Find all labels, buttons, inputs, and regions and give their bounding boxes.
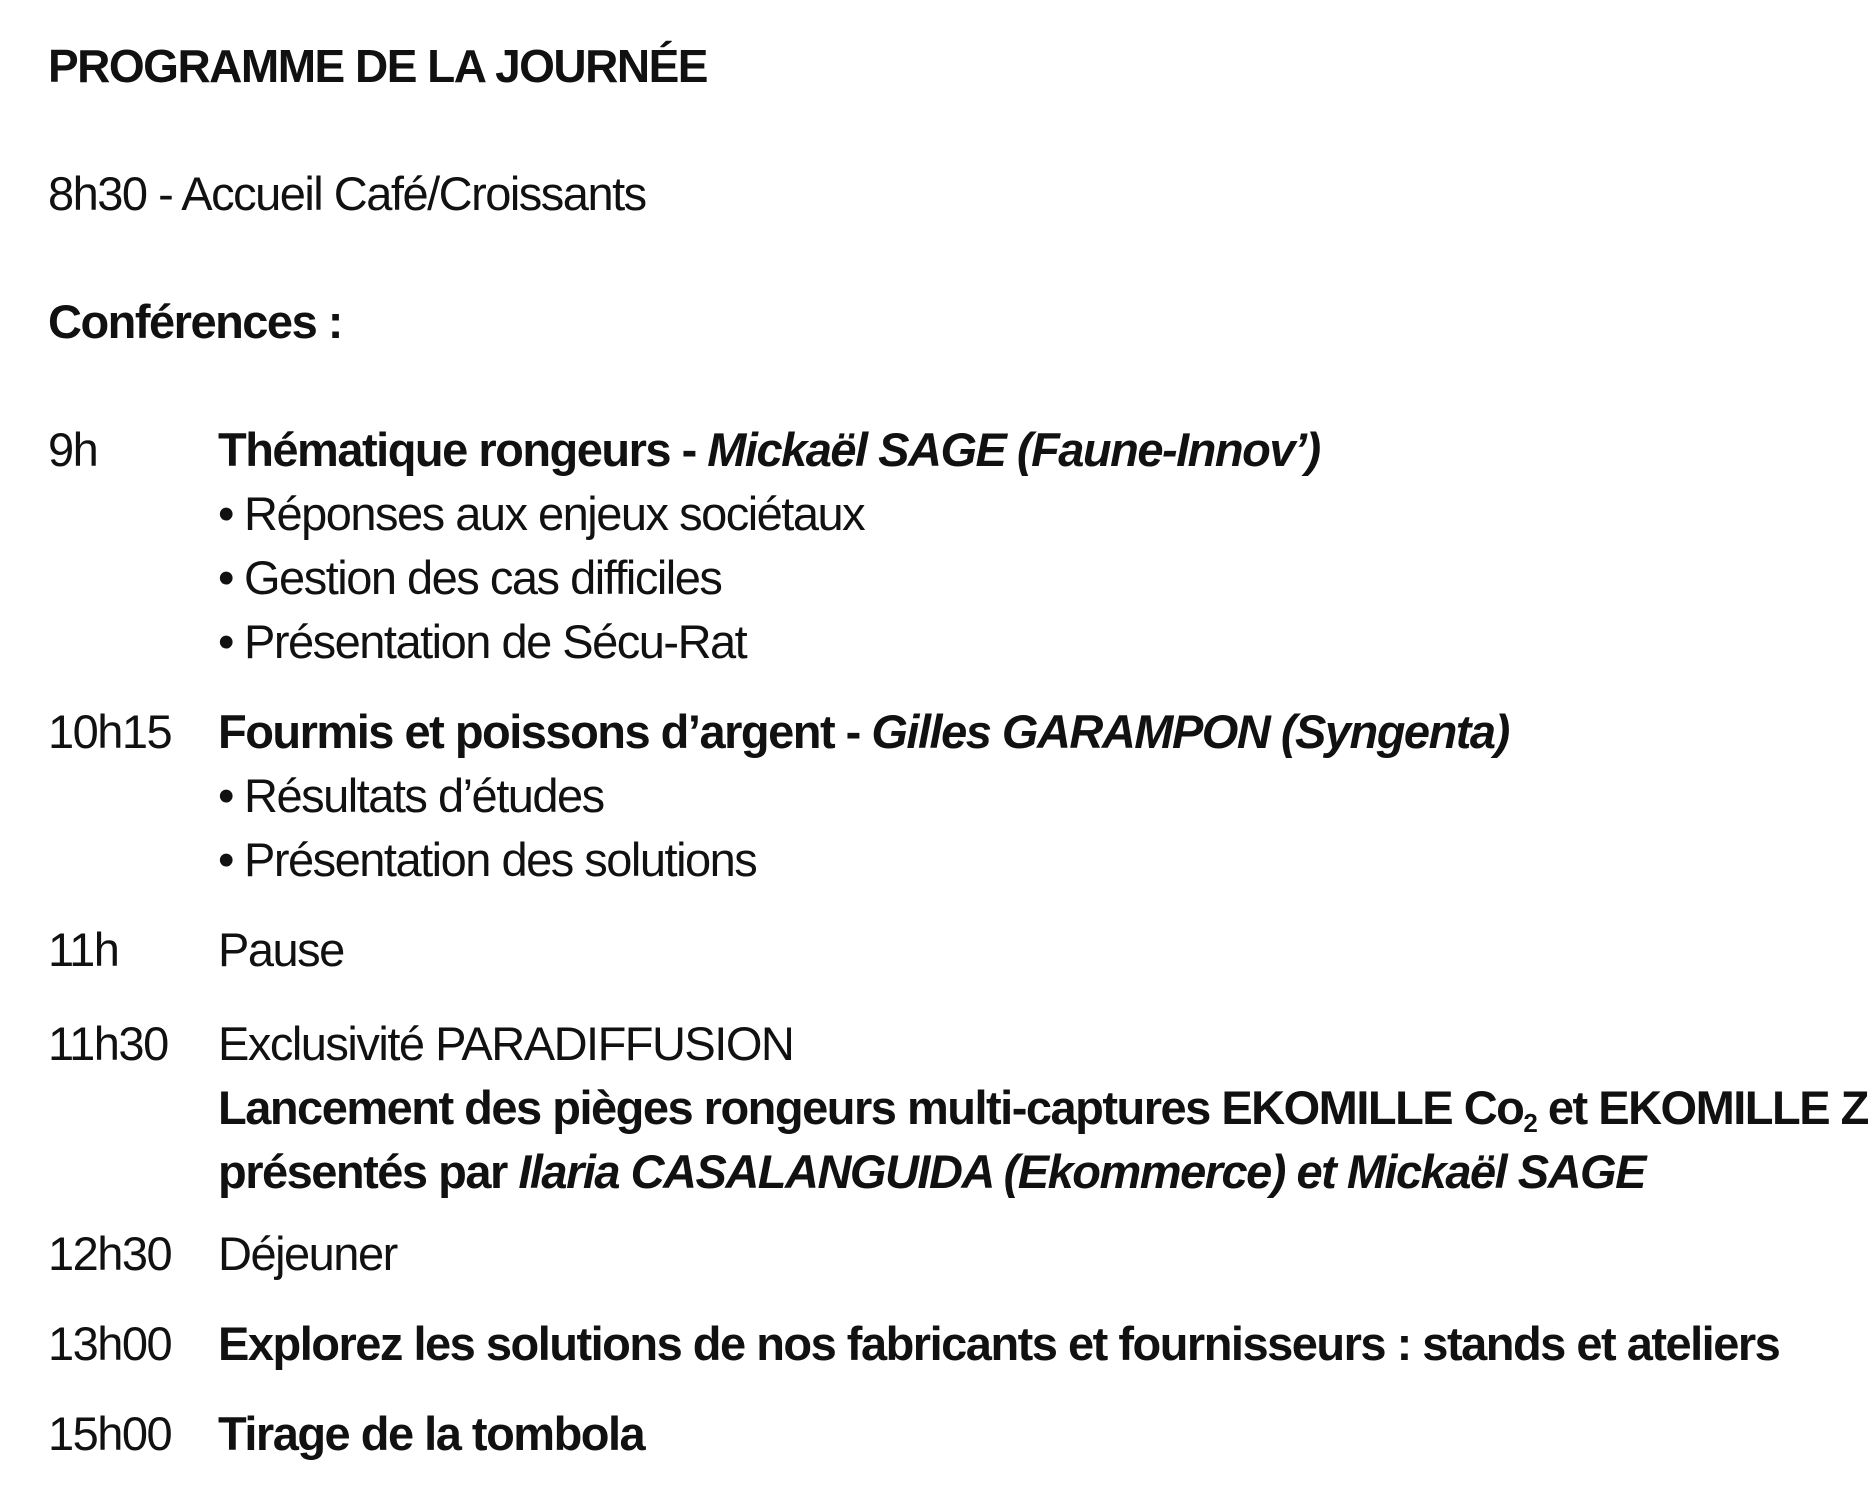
list-item: • Résultats d’études: [218, 764, 1818, 828]
session-title: Thématique rongeurs -: [218, 423, 708, 476]
session-label: Déjeuner: [218, 1227, 397, 1280]
schedule-time: 12h30: [48, 1227, 172, 1280]
welcome-line: 8h30 - Accueil Café/Croissants: [48, 167, 646, 220]
list-item: • Présentation des solutions: [218, 828, 1818, 892]
list-item: • Présentation de Sécu-Rat: [218, 610, 1818, 674]
schedule-time: 9h: [48, 423, 98, 476]
session-heading: [218, 418, 1818, 482]
schedule-content: [218, 1222, 1818, 1286]
schedule-content: [218, 700, 1818, 892]
session-label: Explorez les solutions de nos fabricants et fournisseurs : stands et ateliers: [218, 1317, 1780, 1370]
launch-line: Lancement des pièges rongeurs multi-captures EKOMILLE $Co_2$ et EKOMILLE Z: [218, 1081, 1868, 1138]
page-title: PROGRAMME DE LA JOURNÉE: [48, 40, 707, 92]
schedule-time: 13h00: [48, 1317, 172, 1370]
session-label: Tirage de la tombola: [218, 1407, 645, 1460]
bullet-icon: •: [218, 769, 233, 822]
schedule-content: [218, 1402, 1818, 1466]
bullet-icon: •: [218, 615, 233, 668]
session-speaker: Gilles GARAMPON (Syngenta): [871, 705, 1509, 758]
program-page: [48, 0, 1868, 1496]
session-label: Exclusivité PARADIFFUSION: [218, 1017, 794, 1070]
bullet-icon: •: [218, 833, 233, 886]
schedule-time: 15h00: [48, 1407, 172, 1460]
list-item: • Réponses aux enjeux sociétaux: [218, 482, 1818, 546]
schedule-content: [218, 1012, 1868, 1204]
conferences-heading: Conférences :: [48, 295, 342, 348]
schedule-time: 10h15: [48, 705, 172, 758]
schedule-time: 11h30: [48, 1017, 168, 1070]
session-title: Fourmis et poissons d’argent -: [218, 705, 872, 758]
session-heading: [218, 700, 1818, 764]
presenters-line: présentés par Ilaria CASALANGUIDA (Ekommerce) et Mickaël SAGE: [218, 1145, 1645, 1198]
presenters-names: Ilaria CASALANGUIDA (Ekommerce) et Mickaël SAGE: [518, 1145, 1645, 1198]
bullet-icon: •: [218, 487, 233, 540]
subscript-2: 2: [1523, 1108, 1537, 1138]
session-label: Pause: [218, 923, 344, 976]
session-speaker: Mickaël SAGE (Faune-Innov’): [707, 423, 1320, 476]
schedule-content: [218, 918, 1818, 982]
schedule-content: [218, 418, 1818, 674]
schedule-time: 11h: [48, 923, 119, 976]
list-item: • Gestion des cas difficiles: [218, 546, 1818, 610]
bullet-icon: •: [218, 551, 233, 604]
schedule-content: [218, 1312, 1818, 1376]
